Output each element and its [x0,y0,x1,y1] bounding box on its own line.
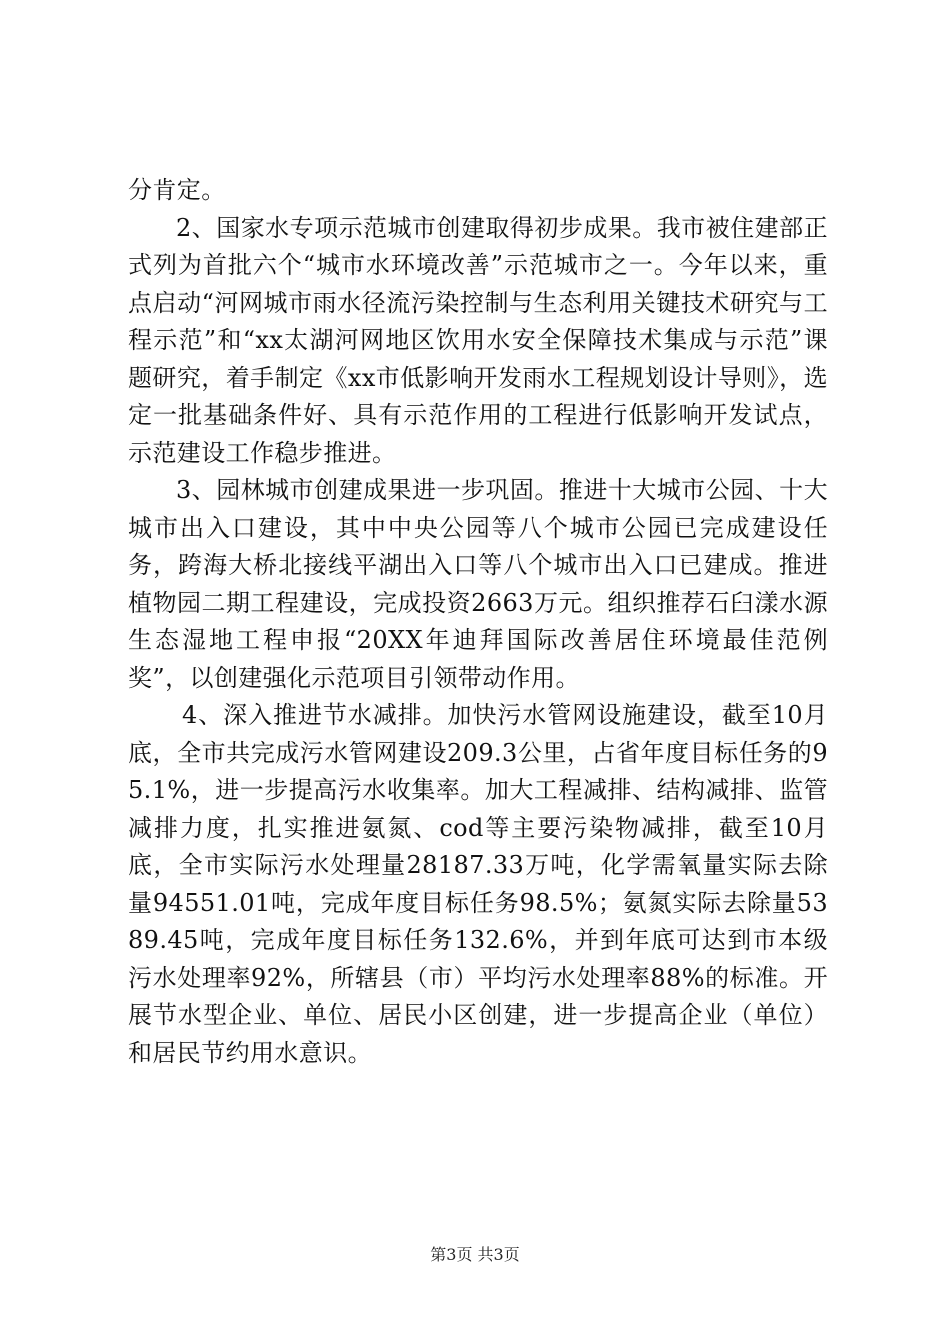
paragraph-water-saving-emission-reduction: 4、深入推进节水减排。加快污水管网设施建设，截至10月底，全市共完成污水管网建设209.3公里，占省年度目标任务的95.1%，进一步提高污水收集率。加大工程减排、结构减排、监管减排力度，扎实推进氨氮、cod等主要污染物减排，截至10月底，全市实际污水处理量28187.33万吨，化学需氧量实际去除量94551.01吨，完成年度目标任务98.5%；氨氮实际去除量5389.45吨，完成年度目标任务132.6%，并到年底可达到市本级污水处理率92%，所辖县（市）平均污水处理率88%的标准。开展节水型企业、单位、居民小区创建，进一步提高企业（单位）和居民节约用水意识。 [128,701,828,1067]
paragraph-garden-city: 3、园林城市创建成果进一步巩固。推进十大城市公园、十大城市出入口建设，其中中央公园等八个城市公园已完成建设任务，跨海大桥北接线平湖出入口等八个城市出入口已建成。推进植物园二期工程建设，完成投资2663万元。组织推荐石臼漾水源生态湿地工程申报“20XX年迪拜国际改善居住环境最佳范例奖”，以创建强化示范项目引领带动作用。 [128,476,828,692]
paragraph-water-demonstration-city: 2、国家水专项示范城市创建取得初步成果。我市被住建部正式列为首批六个“城市水环境改善”示范城市之一。今年以来，重点启动“河网城市雨水径流污染控制与生态利用关键技术研究与工程示范”和“xx太湖河网地区饮用水安全保障技术集成与示范”课题研究，着手制定《xx市低影响开发雨水工程规划设计导则》，选定一批基础条件好、具有示范作用的工程进行低影响开发试点，示范建设工作稳步推进。 [128,213,828,467]
document-body [128,172,828,1072]
page-number-footer: 第3页 共3页 [430,1245,520,1264]
paragraph-continuation: 分肯定。 [128,176,226,204]
